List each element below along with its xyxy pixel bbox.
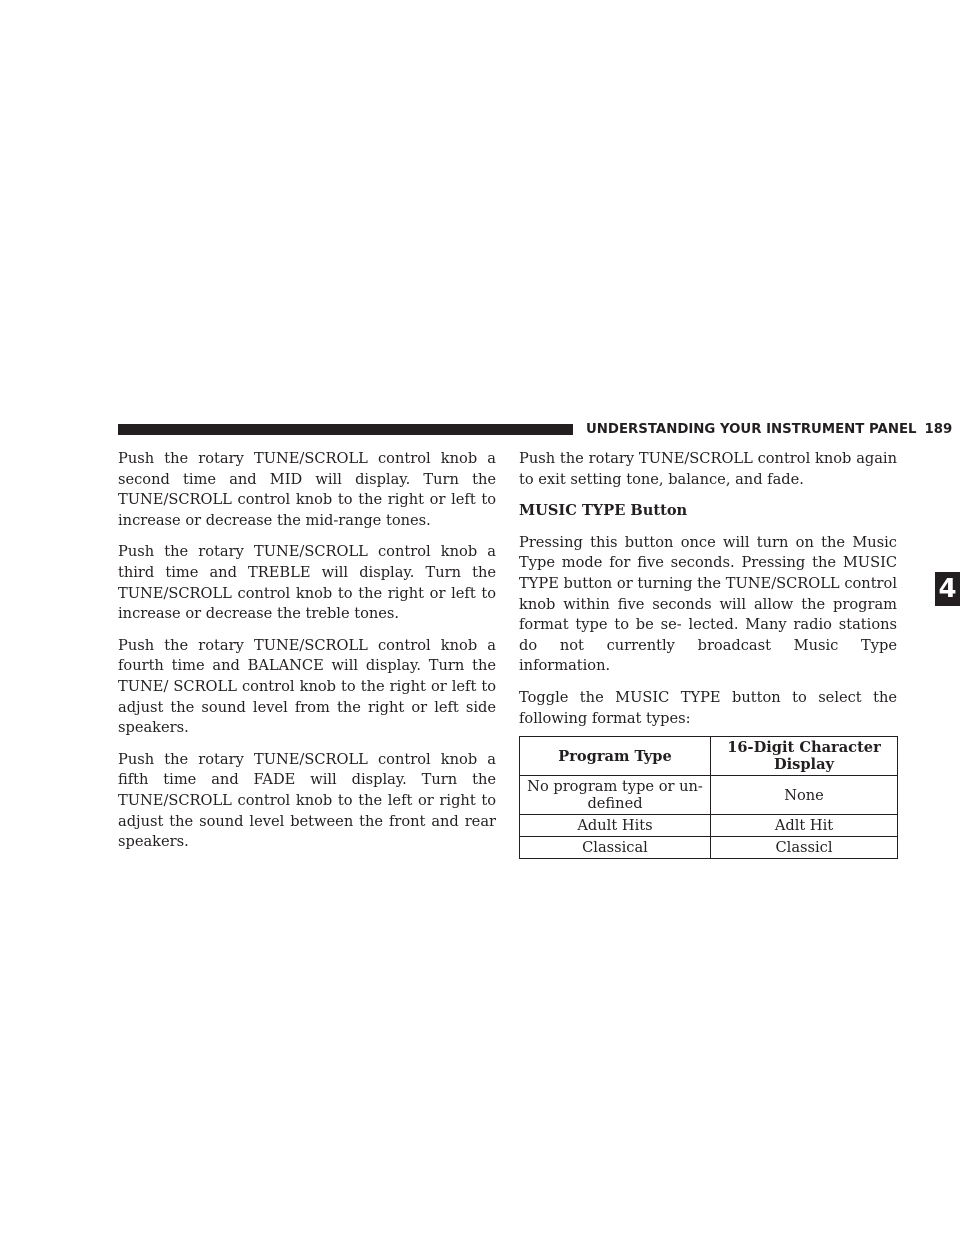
page-number: 189 [924, 422, 953, 437]
paragraph-music-type: Pressing this button once will turn on the Music Type mode for five seconds. Pressing the MUSIC TYPE button or turning the TUNE/SCROLL control knob within five seconds will allow the program format type to be se- lected. Many radio stations do not currently broadcast Music Type information. [519, 533, 897, 675]
left-column [118, 449, 496, 864]
table-row [520, 837, 898, 859]
paragraph-exit: Push the rotary TUNE/SCROLL control knob again to exit setting tone, balance, and fade. [519, 450, 897, 488]
table-cell: Adult Hits [520, 815, 711, 837]
running-header [586, 420, 953, 440]
right-column [519, 449, 897, 859]
table-cell: Adlt Hit [711, 815, 898, 837]
paragraph-toggle: Toggle the MUSIC TYPE button to select the following format types: [519, 688, 897, 727]
chapter-tab: 4 [935, 572, 960, 606]
table-cell: No program type or un- defined [520, 776, 711, 815]
table-cell: None [711, 776, 898, 815]
header-rule [118, 424, 573, 435]
running-header-title: UNDERSTANDING YOUR INSTRUMENT PANEL [586, 422, 917, 437]
table-cell: Classical [520, 837, 711, 859]
music-type-table [519, 736, 898, 859]
table-row [520, 776, 898, 815]
paragraph-mid: Push the rotary TUNE/SCROLL control knob a second time and MID will display. Turn the TUNE/SCROLL control knob to the right or left to increase or decrease the mid-range tones. [118, 450, 496, 529]
section-heading-music-type: MUSIC TYPE Button [519, 502, 688, 520]
header-character-display: 16-Digit Character Display [711, 737, 898, 776]
paragraph-balance: Push the rotary TUNE/SCROLL control knob a fourth time and BALANCE will display. Turn the TUNE/ SCROLL control knob to the right or left to adjust the sound level from the right or left side speakers. [118, 636, 496, 737]
paragraph-fade: Push the rotary TUNE/SCROLL control knob a fifth time and FADE will display. Turn the TUNE/SCROLL control knob to the left or right to adjust the sound level between the front and rear speakers. [118, 750, 496, 851]
table-cell: Classicl [711, 837, 898, 859]
header-program-type: Program Type [520, 737, 711, 776]
table-header-row [520, 737, 898, 776]
paragraph-treble: Push the rotary TUNE/SCROLL control knob a third time and TREBLE will display. Turn the TUNE/SCROLL control knob to the right or left to increase or decrease the treble tones. [118, 543, 496, 623]
table-row [520, 815, 898, 837]
